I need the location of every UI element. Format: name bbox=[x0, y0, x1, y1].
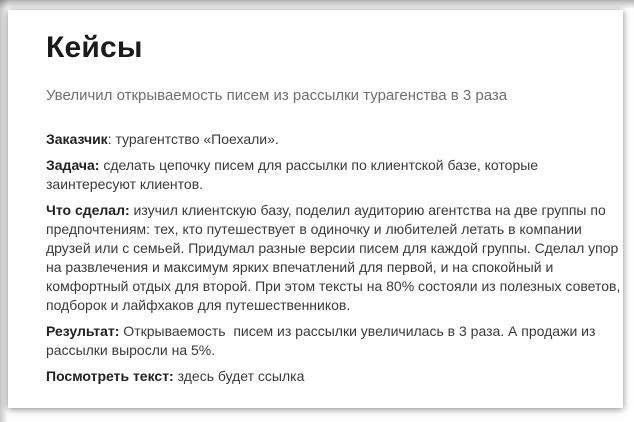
case-subtitle: Увеличил открываемость писем из рассылки турагенства в 3 раза bbox=[46, 87, 508, 104]
case-paragraph-customer bbox=[46, 130, 622, 149]
case-body bbox=[46, 130, 622, 386]
case-paragraph-view-text bbox=[46, 367, 622, 386]
left-shadow-edge bbox=[0, 0, 8, 422]
case-paragraph-task bbox=[46, 156, 622, 194]
paragraph-label: Результат: bbox=[46, 323, 120, 339]
paragraph-label: Что сделал: bbox=[46, 202, 130, 218]
paragraph-label: Заказчик bbox=[46, 131, 108, 147]
top-shadow-edge bbox=[0, 0, 634, 9]
case-paragraph-result bbox=[46, 322, 622, 360]
paragraph-text: сделать цепочку писем для рассылки по клиентской базе, которые заинтересуют клиентов. bbox=[46, 157, 539, 192]
paragraph-text: здесь будет ссылка bbox=[173, 368, 305, 384]
paragraph-text: : турагентство «Поехали». bbox=[107, 131, 279, 147]
paragraph-label: Посмотреть текст: bbox=[46, 368, 174, 384]
paragraph-text: изучил клиентскую базу, поделил аудиторию агентства на две группы по предпочтениям: тех, кто путешествует в одиночку и любителей летать в компании друзей или с семьей. Придумал разные версии писем для каждой группы. Сделал упор на развлечения и максимум ярких впечатлений для первой, и на спокойный и комфортный отдых для второй. При этом тексты на 80% состояли из полезных советов, подборок и лайфхаков для путешественников. bbox=[46, 202, 621, 313]
paragraph-text: Открываемость писем из рассылки увеличилась в 3 раза. А продажи из рассылки выросли на 5%. bbox=[46, 323, 596, 358]
paragraph-label: Задача: bbox=[46, 157, 100, 173]
case-card bbox=[8, 10, 623, 408]
case-paragraph-what-done bbox=[46, 201, 622, 315]
page-title: Кейсы bbox=[46, 31, 143, 64]
